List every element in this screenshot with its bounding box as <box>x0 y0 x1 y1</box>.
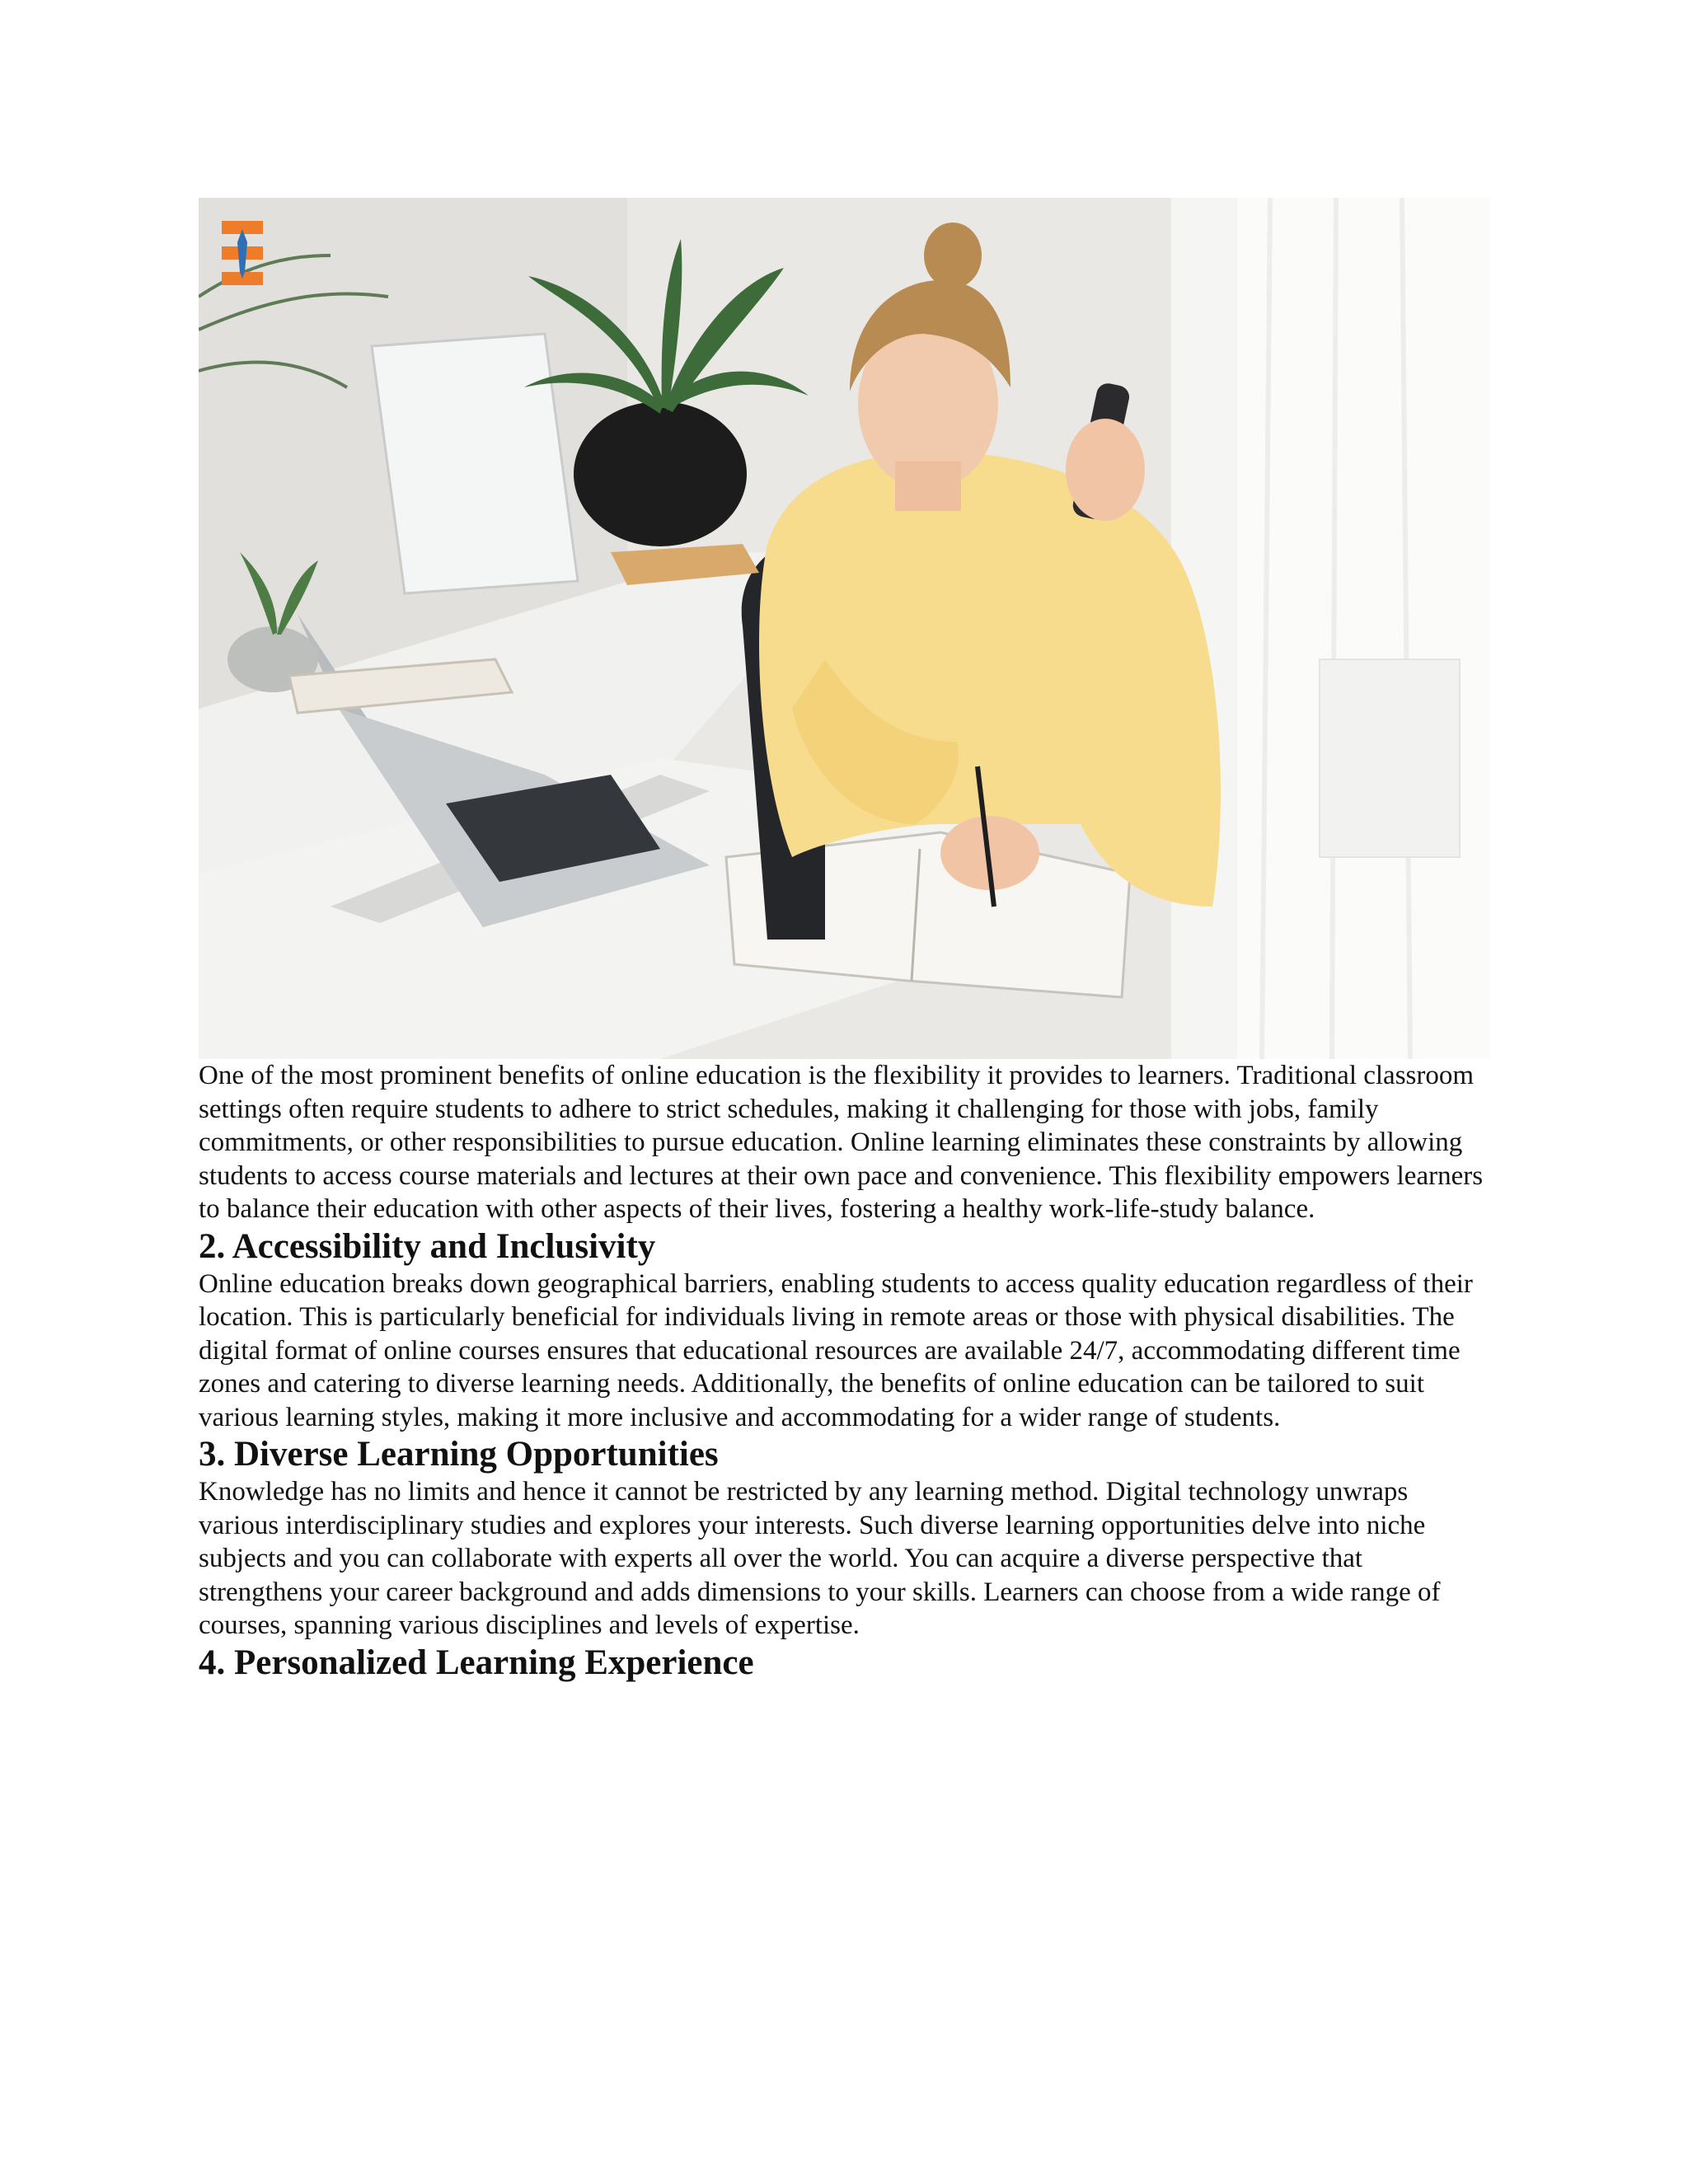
section-paragraph-diverse-learning: Knowledge has no limits and hence it cannot be restricted by any learning method. Digital technology unwraps various interdisciplinary studies and explores your interests. Such diverse learning opportunities delve into niche subjects and you can collaborate with experts all over the world. You can acquire a diverse perspective that strengthens your career background and adds dimensions to your skills. Learners can choose from a wide range of courses, spanning various disciplines and levels of expertise. <box>199 1477 1441 1640</box>
intro-paragraph: One of the most prominent benefits of online education is the flexibility it provides to learners. Traditional classroom settings often require students to adhere to strict schedules, making it challenging for those with jobs, family commitments, or other responsibilities to pursue education. Online learning eliminates these constraints by allowing students to access course materials and lectures at their own pace and convenience. This flexibility empowers learners to balance their education with other aspects of their lives, fostering a healthy work-life-study balance. <box>199 1061 1484 1224</box>
hero-image <box>199 198 1490 1059</box>
section-heading-accessibility: 2. Accessibility and Inclusivity <box>199 1226 656 1266</box>
section-paragraph-accessibility: Online education breaks down geographical barriers, enabling students to access quality education regardless of their location. This is particularly beneficial for individuals living in remote areas or those with physical disabilities. The digital format of online courses ensures that educational resources are available 24/7, accommodating different time zones and catering to diverse learning needs. Additionally, the benefits of online education can be tailored to suit various learning styles, making it more inclusive and accommodating for a wider range of students. <box>199 1268 1473 1432</box>
section-heading-personalized-learning: 4. Personalized Learning Experience <box>199 1643 754 1682</box>
photo-woman-studying-on-phone-icon <box>199 198 1490 1059</box>
brand-logo-icon <box>222 221 263 285</box>
document-page <box>199 198 1490 1684</box>
section-heading-diverse-learning: 3. Diverse Learning Opportunities <box>199 1435 719 1474</box>
